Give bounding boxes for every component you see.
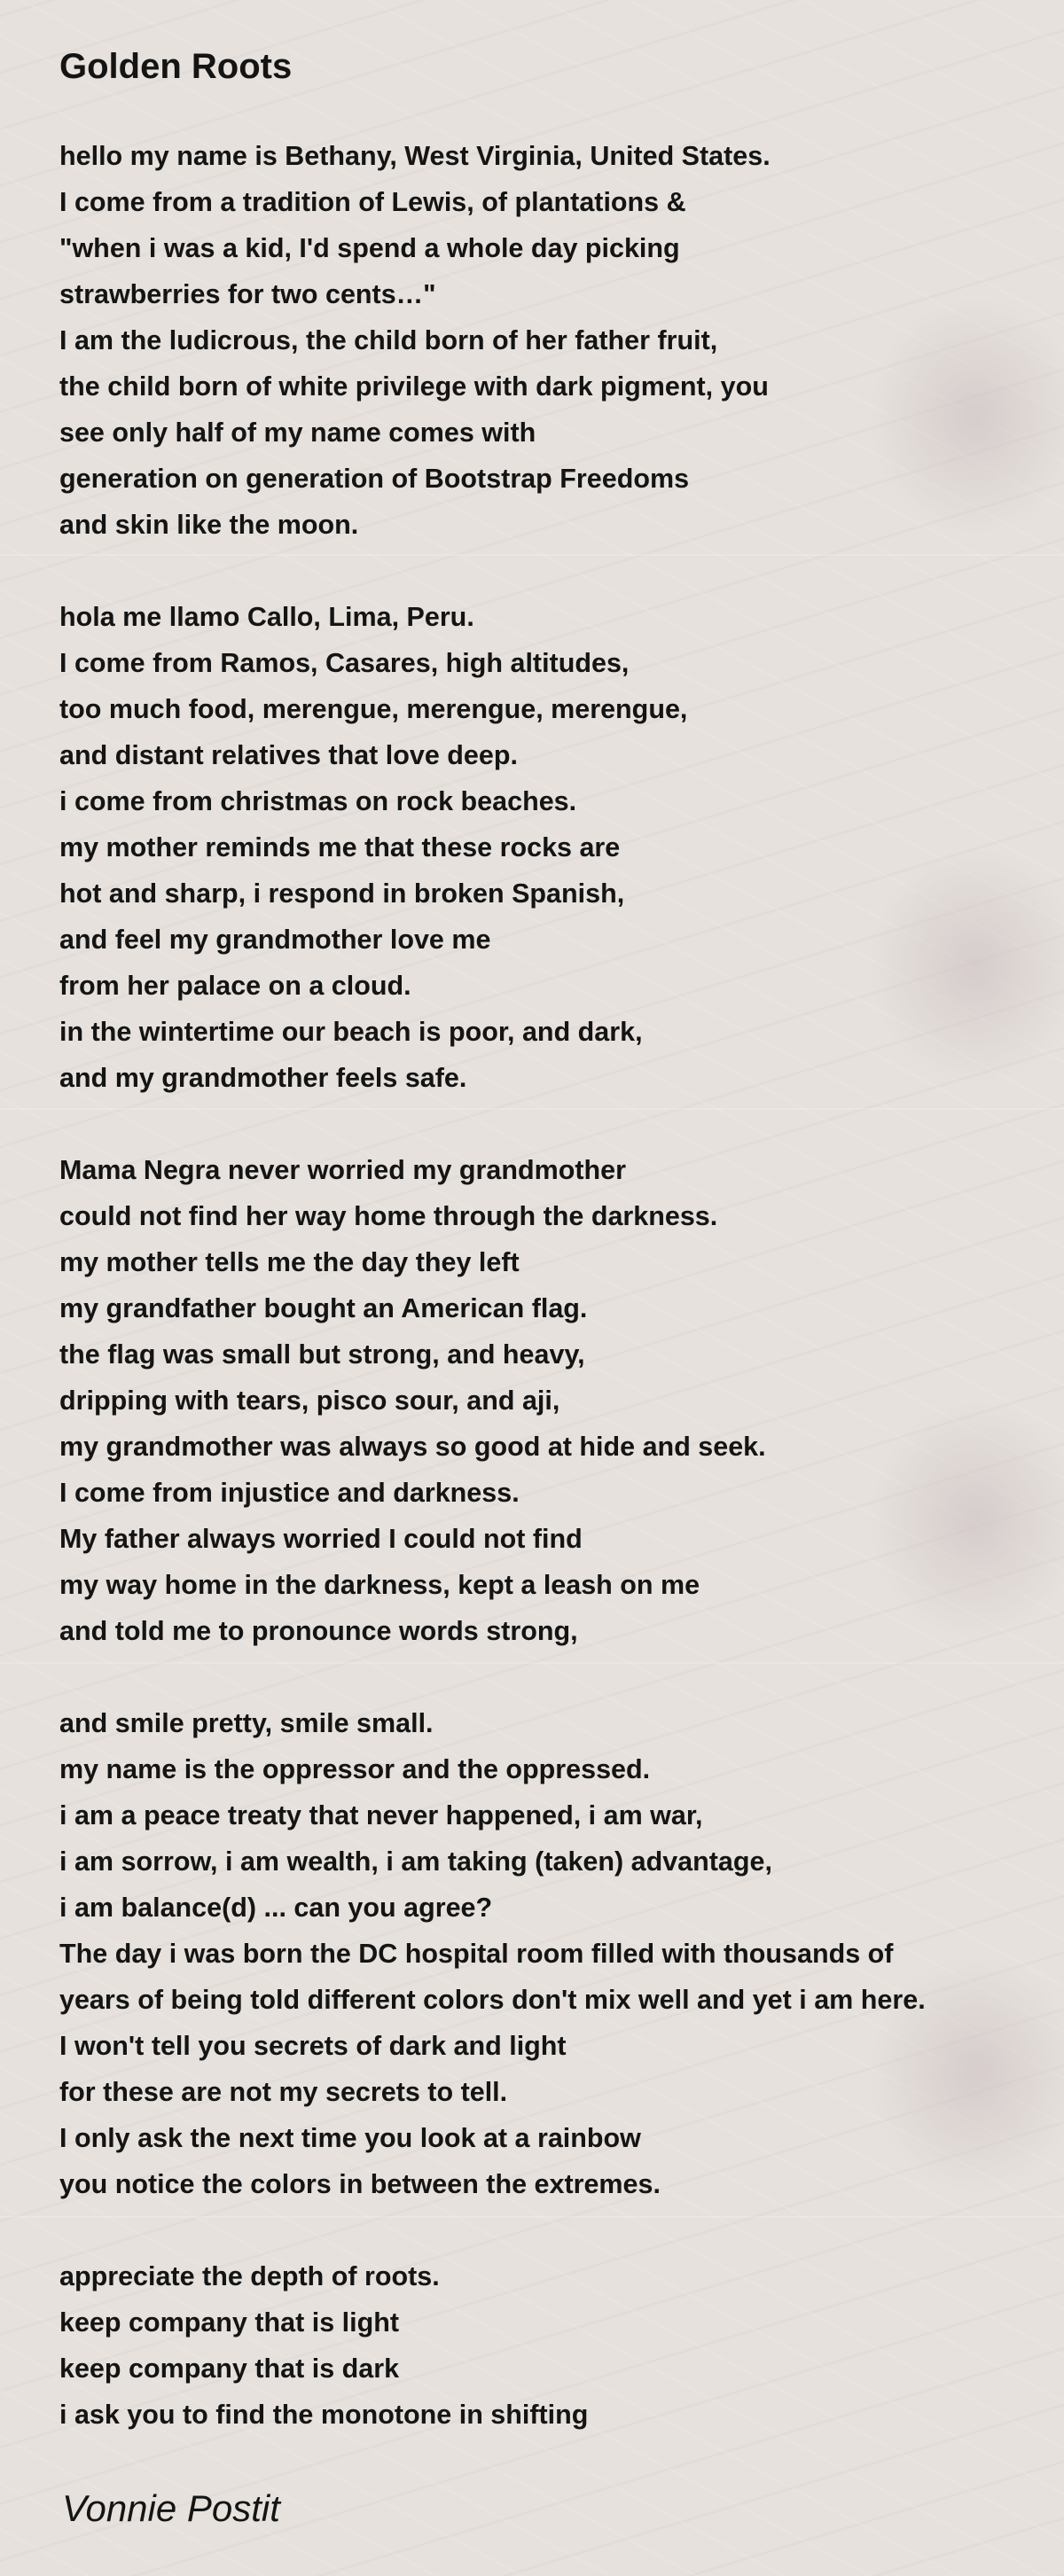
poem-line: "when i was a kid, I'd spend a whole day picking (59, 233, 680, 263)
poem-line: the child born of white privilege with dark pigment, you (59, 371, 769, 402)
poem-line: and told me to pronounce words strong, (59, 1616, 578, 1646)
poem-line: i come from christmas on rock beaches. (59, 786, 577, 816)
poem-line: my name is the oppressor and the oppressed. (59, 1754, 651, 1784)
poem-line: and my grandmother feels safe. (59, 1063, 467, 1093)
poem-line: I only ask the next time you look at a rainbow (59, 2123, 641, 2153)
poem-line: strawberries for two cents…" (59, 279, 436, 309)
poem-line: dripping with tears, pisco sour, and aji, (59, 1386, 560, 1416)
poem-line: my mother tells me the day they left (59, 1247, 520, 1277)
poem-line: you notice the colors in between the extremes. (59, 2169, 661, 2199)
poem-line: and distant relatives that love deep. (59, 740, 518, 770)
poem-line: generation on generation of Bootstrap Freedoms (59, 464, 690, 494)
poem-line: i am sorrow, i am wealth, i am taking (taken) advantage, (59, 1846, 772, 1877)
poem-line: see only half of my name comes with (59, 418, 536, 448)
poem-line: for these are not my secrets to tell. (59, 2077, 508, 2107)
poem-title: Golden Roots (59, 47, 293, 86)
poem-line: i ask you to find the monotone in shifting (59, 2400, 589, 2430)
poem-line: i am balance(d) ... can you agree? (59, 1893, 493, 1923)
poem-line: too much food, merengue, merengue, merengue, (59, 694, 688, 724)
poem-line: keep company that is light (59, 2307, 400, 2338)
poem-line: from her palace on a cloud. (59, 971, 411, 1001)
poem-line: my grandmother was always so good at hide and seek. (59, 1432, 766, 1462)
poem-line: could not find her way home through the darkness. (59, 1201, 718, 1231)
poem-line: hot and sharp, i respond in broken Spanish, (59, 878, 625, 909)
poem-author: Vonnie Postit (62, 2487, 280, 2529)
poem-line: My father always worried I could not find (59, 1524, 583, 1554)
poem-line: my way home in the darkness, kept a leash on me (59, 1570, 700, 1600)
poem-stanza (59, 1147, 1044, 1654)
poem-stanza (59, 2253, 1044, 2438)
poem-line: years of being told different colors don't mix well and yet i am here. (59, 1985, 926, 2015)
poem-line: appreciate the depth of roots. (59, 2261, 440, 2291)
poem-line: in the wintertime our beach is poor, and dark, (59, 1017, 643, 1047)
poem-line: my mother reminds me that these rocks are (59, 832, 621, 863)
poem-line: I won't tell you secrets of dark and light (59, 2031, 567, 2061)
poem-stanza (59, 594, 1044, 1101)
poem-line: keep company that is dark (59, 2354, 400, 2384)
poem-line: my grandfather bought an American flag. (59, 1293, 588, 1323)
poem-line: I am the ludicrous, the child born of her father fruit, (59, 325, 718, 355)
poem-body (59, 133, 1044, 2484)
poem-line: i am a peace treaty that never happened, i am war, (59, 1800, 703, 1831)
poem-line: I come from a tradition of Lewis, of plantations & (59, 187, 686, 217)
poem-stanza (59, 133, 1044, 548)
poem-line: hello my name is Bethany, West Virginia, United States. (59, 141, 771, 171)
poem-stanza (59, 1700, 1044, 2207)
poem-line: The day i was born the DC hospital room filled with thousands of (59, 1939, 894, 1969)
poem-line: and feel my grandmother love me (59, 925, 491, 955)
poem-line: Mama Negra never worried my grandmother (59, 1155, 626, 1185)
poem-line: the flag was small but strong, and heavy, (59, 1339, 585, 1370)
poem-line: and skin like the moon. (59, 510, 359, 540)
poem-line: and smile pretty, smile small. (59, 1708, 434, 1738)
poem-line: hola me llamo Callo, Lima, Peru. (59, 602, 474, 632)
poem-line: I come from injustice and darkness. (59, 1478, 520, 1508)
poem-line: I come from Ramos, Casares, high altitudes, (59, 648, 630, 678)
